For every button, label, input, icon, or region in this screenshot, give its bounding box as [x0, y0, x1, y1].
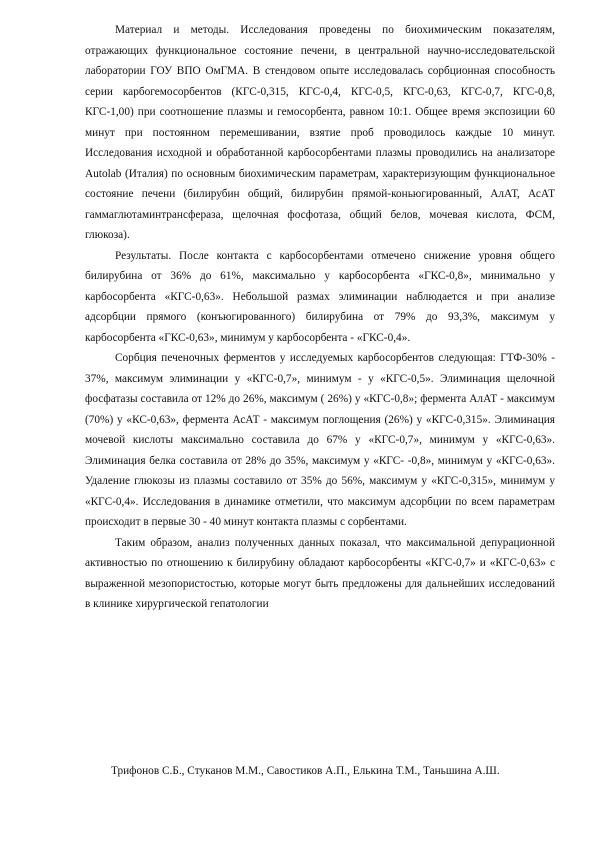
authors-line: Трифонов С.Б., Стуканов М.М., Савостиков А.П., Елькина Т.М., Таньшина А.Ш.	[111, 765, 500, 777]
paragraph-conclusion: Таким образом, анализ полученных данных показал, что максимальной депурационной активностью по отношению к билирубину обладают карбосорбенты «КГС-0,7» и «КГС-0,63» с выраженной мезопористостью, которые могут быть предложены для дальнейших исследований в клинике хирургической гепатологии	[85, 536, 555, 610]
article-body	[85, 20, 555, 615]
paragraph-results: Результаты. После контакта с карбосорбентами отмечено снижение уровня общего билирубина от 36% до 61%, максимально у карбосорбента «ГКС-0,8», минимально у карбосорбента «КГС-0,63». Небольшой размах элиминации наблюдается и при анализе адсорбции прямого (конъюгированного) билирубина от 79% до 93,3%, максимум у карбосорбента «ГКС-0,63», минимум у карбосорбента - «ГКС-0,4».	[85, 249, 555, 344]
paragraph-methods: Материал и методы. Исследования проведены по биохимическим показателям, отражающих функциональное состояние печени, в центральной научно-исследовательской лаборатории ГОУ ВПО ОмГМА. В стендовом опыте исследовалась сорбционная способность серии карбогемосорбентов (КГС-0,315, КГС-0,4, КГС-0,5, КГС-0,63, КГС-0,7, КГС-0,8, КГС-1,00) при соотношение плазмы и гемосорбента, равном 10:1. Общее время экспозиции 60 минут при постоянном перемешивании, взятие проб проводилось каждые 10 минут. Исследования исходной и обработанной карбосорбентами плазмы проводились на анализаторе Autolab (Италия) по основным биохимическим параметрам, характеризующим функциональное состояние печени (билирубин общий, билирубин прямой-коньюгированный, АлАТ, АсАТ гаммаглютаминтрансфераза, щелочная фосфотаза, общий белов, мочевая кислота, ФСМ, глюкоза).	[85, 24, 555, 241]
paragraph-enzymes: Сорбция печеночных ферментов у исследуемых карбосорбентов следующая: ГТФ-30% - 37%, максимум элиминации у «КГС-0,7», минимум - у «КГС-0,5». Элиминация щелочной фосфатазы составила от 12% до 26%, максимум ( 26%) у «КГС-0,8»; фермента АлАТ - максимум (70%) у «КС-0,63», фермента АсАТ - максимум поглощения (26%) у «КГС-0,315». Элиминация мочевой кислоты максимально составила до 67% у «КГС-0,7», минимум у «КГС-0,63». Элиминация белка составила от 28% до 35%, максимум у «КГС- -0,8», минимум у «КГС-0,63». Удаление глюкозы из плазмы составило от 35% до 56%, максимум у «КГС-0,315», минимум у «КГС-0,4». Исследования в динамике отметили, что максимум адсорбции по всем параметрам происходит в первые 30 - 40 минут контакта плазмы с сорбентами.	[85, 352, 555, 528]
